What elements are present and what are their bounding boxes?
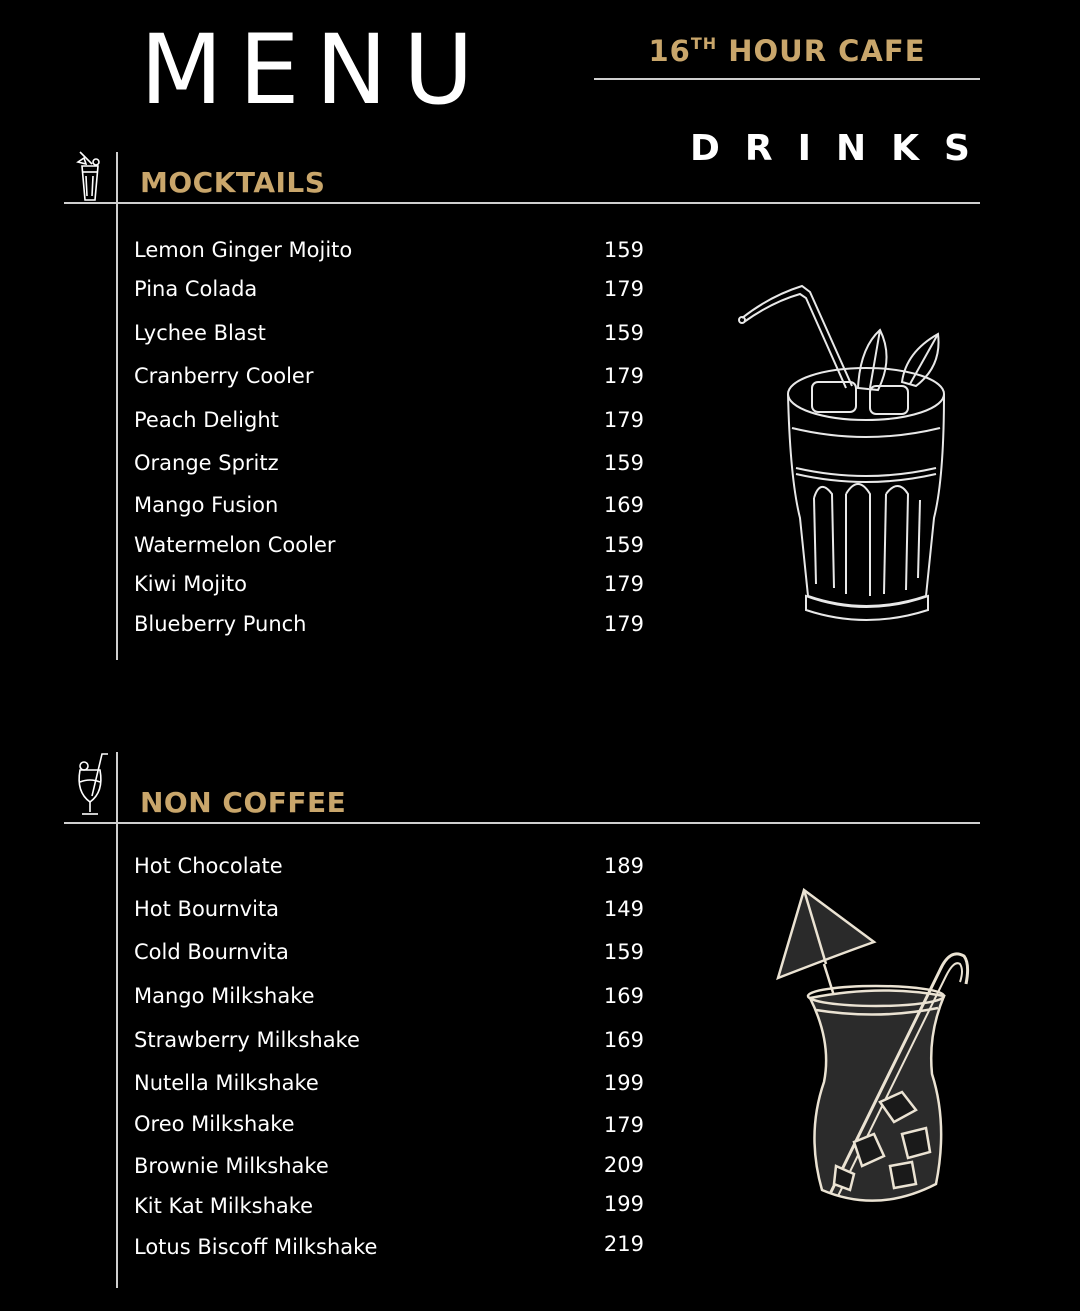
menu-title: MENU [140, 14, 490, 126]
menu-item-price: 179 [603, 277, 644, 301]
menu-item-name: Cold Bournvita [134, 940, 289, 964]
menu-item-name: Strawberry Milkshake [134, 1028, 360, 1052]
menu-item-name: Kiwi Mojito [134, 572, 248, 596]
cafe-superscript: TH [690, 34, 718, 53]
menu-item-price: 159 [603, 321, 644, 345]
menu-item-price: 159 [603, 940, 644, 964]
menu-item-name: Mango Fusion [134, 493, 279, 517]
menu-item-price: 199 [603, 1192, 644, 1216]
menu-item-name: Cranberry Cooler [134, 364, 314, 388]
menu-item-price: 169 [603, 984, 644, 1008]
menu-item-name: Hot Chocolate [134, 854, 283, 878]
menu-item-name: Nutella Milkshake [134, 1071, 319, 1095]
menu-item-name: Kit Kat Milkshake [134, 1194, 314, 1218]
category-title: DRINKS [690, 128, 995, 169]
section-vertical-rule [116, 152, 118, 660]
cafe-name-rest: HOUR CAFE [717, 34, 926, 68]
section-divider [64, 202, 980, 204]
menu-item-price: 169 [603, 493, 644, 517]
menu-item-name: Pina Colada [134, 277, 258, 301]
menu-item-price: 179 [603, 612, 644, 636]
umbrella-drink-illustration [770, 884, 980, 1224]
menu-item-price: 199 [603, 1071, 644, 1095]
tall-glass-icon [74, 150, 106, 204]
menu-item-name: Mango Milkshake [134, 984, 315, 1008]
menu-item-price: 209 [603, 1153, 644, 1177]
menu-item-name: Brownie Milkshake [134, 1154, 329, 1178]
section-vertical-rule [116, 752, 118, 1288]
mojito-glass-illustration [730, 278, 960, 628]
cocktail-glass-icon [72, 750, 110, 820]
menu-item-name: Lemon Ginger Mojito [134, 238, 353, 262]
menu-item-price: 219 [603, 1232, 644, 1256]
menu-item-price: 179 [603, 408, 644, 432]
menu-item-name: Peach Delight [134, 408, 279, 432]
cafe-number: 16 [648, 34, 691, 68]
section-divider [64, 822, 980, 824]
menu-item-price: 159 [603, 451, 644, 475]
menu-item-name: Watermelon Cooler [134, 533, 336, 557]
menu-item-name: Hot Bournvita [134, 897, 280, 921]
menu-item-name: Orange Spritz [134, 451, 279, 475]
menu-item-price: 179 [603, 572, 644, 596]
menu-item-name: Lotus Biscoff Milkshake [134, 1235, 378, 1259]
section-title-mocktails: MOCKTAILS [140, 166, 326, 199]
menu-item-name: Blueberry Punch [134, 612, 307, 636]
menu-item-price: 159 [603, 238, 644, 262]
menu-item-price: 179 [603, 1113, 644, 1137]
menu-item-price: 189 [603, 854, 644, 878]
section-title-non-coffee: NON COFFEE [140, 786, 347, 819]
cafe-name [594, 34, 980, 68]
menu-item-price: 169 [603, 1028, 644, 1052]
menu-item-name: Lychee Blast [134, 321, 266, 345]
menu-item-price: 179 [603, 364, 644, 388]
cafe-divider [594, 78, 980, 80]
menu-item-price: 149 [603, 897, 644, 921]
menu-item-name: Oreo Milkshake [134, 1112, 295, 1136]
menu-item-price: 159 [603, 533, 644, 557]
